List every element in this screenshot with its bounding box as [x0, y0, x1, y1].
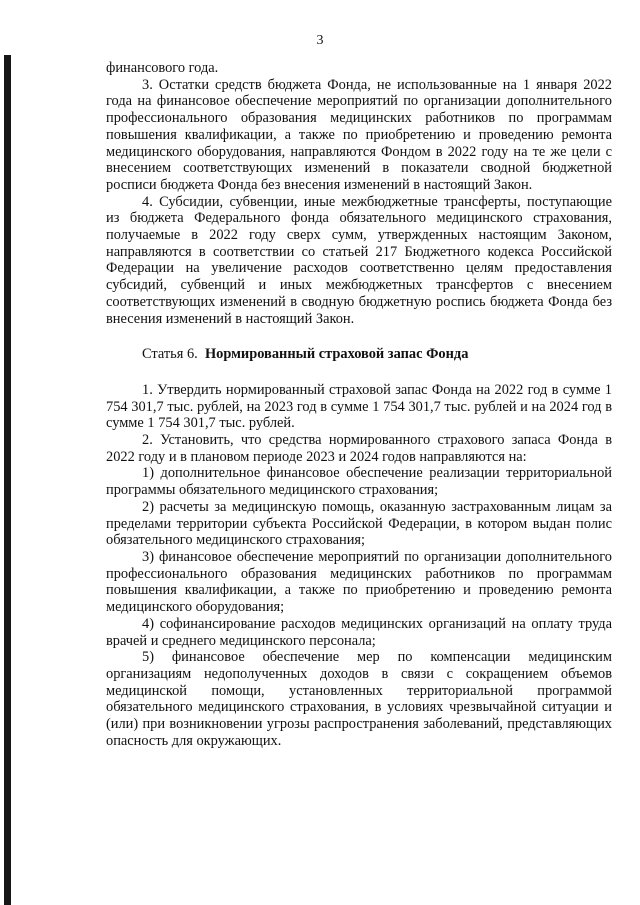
list-item-4: 4) софинансирование расходов медицинских организаций на оплату труда врачей и среднего медицинского персонала; — [106, 615, 612, 649]
list-item-5: 5) финансовое обеспечение мер по компенсации медицинским организациям недополученных доходов в связи с сокращением объемов медицинской помощи, установленных территориальной программой обязательного медицинского страхования, в условиях чрезвычайной ситуации и (или) при возникновении угрозы распространения заболеваний, представляющих опасность для окружающих. — [106, 649, 612, 749]
document-body — [106, 60, 612, 749]
list-item-2: 2) расчеты за медицинскую помощь, оказанную застрахованным лицам за пределами территории субъекта Российской Федерации, в котором выдан полис обязательного медицинского страхования; — [106, 498, 612, 549]
list-item-3: 3) финансовое обеспечение мероприятий по организации дополнительного профессионального образования медицинских работников по программам повышения квалификации, а также по приобретению и проведению ремонта медицинского оборудования; — [106, 548, 612, 616]
scan-edge-shadow — [4, 55, 11, 905]
paragraph-4: 4. Субсидии, субвенции, иные межбюджетные трансферты, поступающие из бюджета Федерального фонда обязательного медицинского страхования, получаемые в 2022 году сверх сумм, утвержденных настоящим Законом, направляются в соответствии со статьей 217 Бюджетного кодекса Российской Федерации на увеличение расходов соответственно целям предоставления субсидий, субвенций и иных межбюджетных трансфертов с внесением соответствующих изменений в сводную бюджетную роспись бюджета Фонда без внесения изменений в настоящий Закон. — [106, 193, 612, 327]
article-paragraph-2: 2. Установить, что средства нормированного страхового запаса Фонда в 2022 году и в плановом периоде 2023 и 2024 годов направляются на: — [106, 432, 612, 465]
article-title: Нормированный страховой запас Фонда — [204, 346, 469, 363]
page-number: 3 — [316, 33, 324, 48]
list-item-1: 1) дополнительное финансовое обеспечение реализации территориальной программы обязательного медицинского страхования; — [106, 465, 612, 499]
paragraph-continuation: финансового года. — [106, 60, 219, 76]
paragraph-3: 3. Остатки средств бюджета Фонда, не использованные на 1 января 2022 года на финансовое обеспечение мероприятий по организации дополнительного профессионального образования медицинских работников по программам повышения квалификации, а также по приобретению и проведению ремонта медицинского оборудования, направляются Фондом в 2022 году на те же цели с внесением соответствующих изменений в показатели сводной бюджетной росписи бюджета Фонда без внесения изменений в настоящий Закон. — [106, 76, 612, 193]
article-paragraph-1: 1. Утвердить нормированный страховой запас Фонда на 2022 год в сумме 1 754 301,7 тыс. рублей, на 2023 год в сумме 1 754 301,7 тыс. рублей и на 2024 год в сумме 1 754 301,7 тыс. рублей. — [106, 381, 612, 432]
article-heading — [106, 346, 612, 363]
article-label: Статья 6. — [142, 346, 198, 363]
